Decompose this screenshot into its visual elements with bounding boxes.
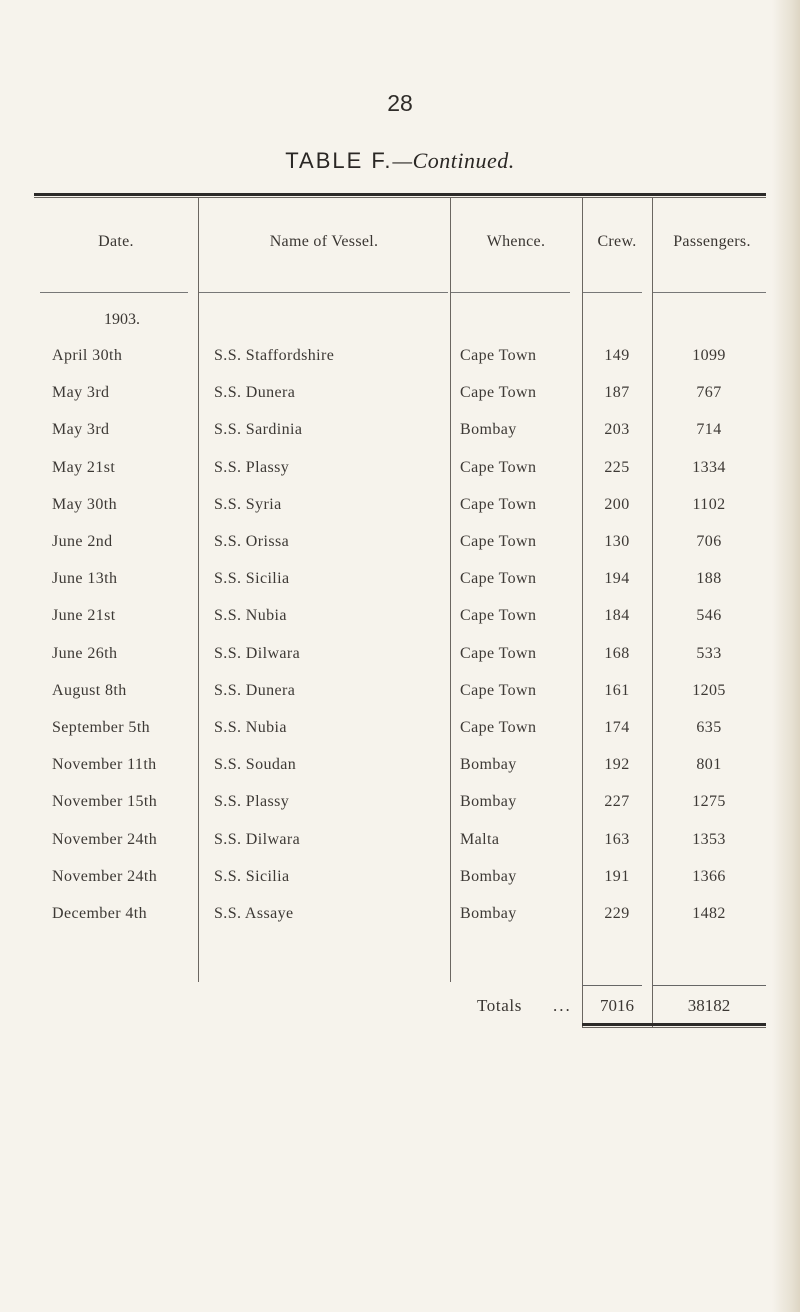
cell-crew: 200 — [604, 496, 630, 513]
cell-passengers: 1099 — [692, 347, 726, 364]
cell-crew: 163 — [604, 831, 630, 848]
cell-date: August 8th — [52, 682, 127, 699]
column-divider-date — [198, 197, 199, 982]
cell-whence: Cape Town — [460, 347, 537, 364]
cell-passengers: 1334 — [692, 459, 726, 476]
cell-crew: 194 — [604, 570, 630, 587]
cell-crew: 161 — [604, 682, 630, 699]
cell-passengers: 1353 — [692, 831, 726, 848]
cell-crew: 192 — [604, 756, 630, 773]
cell-crew: 184 — [604, 607, 630, 624]
cell-whence: Bombay — [460, 905, 517, 922]
year-label: 1903. — [104, 311, 140, 328]
table-bottom-rule-thin — [582, 1027, 766, 1028]
cell-vessel: S.S. Orissa — [214, 533, 290, 550]
cell-crew: 225 — [604, 459, 630, 476]
cell-vessel: S.S. Staffordshire — [214, 347, 335, 364]
cell-whence: Bombay — [460, 756, 517, 773]
cell-date: May 30th — [52, 496, 117, 513]
cell-passengers: 801 — [696, 756, 722, 773]
cell-crew: 187 — [604, 384, 630, 401]
cell-vessel: S.S. Sicilia — [214, 570, 290, 587]
cell-crew: 168 — [604, 645, 630, 662]
cell-date: April 30th — [52, 347, 123, 364]
cell-vessel: S.S. Dilwara — [214, 831, 301, 848]
cell-crew: 174 — [604, 719, 630, 736]
cell-vessel: S.S. Nubia — [214, 607, 287, 624]
cell-date: December 4th — [52, 905, 147, 922]
cell-crew: 149 — [604, 347, 630, 364]
cell-passengers: 188 — [696, 570, 722, 587]
cell-passengers: 546 — [696, 607, 722, 624]
cell-vessel: S.S. Dilwara — [214, 645, 301, 662]
cell-whence: Cape Town — [460, 570, 537, 587]
cell-passengers: 1482 — [692, 905, 726, 922]
cell-crew: 229 — [604, 905, 630, 922]
cell-date: June 21st — [52, 607, 116, 624]
cell-date: June 2nd — [52, 533, 113, 550]
header-passengers: Passengers. — [673, 233, 751, 250]
cell-date: November 15th — [52, 793, 158, 810]
cell-crew: 130 — [604, 533, 630, 550]
cell-passengers: 1205 — [692, 682, 726, 699]
totals-crew: 7016 — [600, 996, 634, 1015]
cell-whence: Bombay — [460, 868, 517, 885]
table-title-continuation: —Continued. — [392, 148, 515, 173]
page-edge-shadow — [772, 0, 800, 1312]
header-crew: Crew. — [597, 233, 637, 250]
totals-rule-crew — [582, 985, 642, 986]
cell-date: November 24th — [52, 868, 158, 885]
cell-passengers: 1275 — [692, 793, 726, 810]
cell-vessel: S.S. Dunera — [214, 384, 296, 401]
cell-date: May 21st — [52, 459, 116, 476]
header-vessel: Name of Vessel. — [269, 233, 379, 250]
cell-whence: Cape Town — [460, 496, 537, 513]
cell-passengers: 533 — [696, 645, 722, 662]
cell-crew: 203 — [604, 421, 630, 438]
cell-whence: Cape Town — [460, 459, 537, 476]
cell-passengers: 706 — [696, 533, 722, 550]
cell-vessel: S.S. Syria — [214, 496, 282, 513]
cell-passengers: 767 — [696, 384, 722, 401]
cell-whence: Cape Town — [460, 384, 537, 401]
cell-vessel: S.S. Soudan — [214, 756, 297, 773]
totals-rule-passengers — [652, 985, 766, 986]
cell-date: May 3rd — [52, 384, 110, 401]
cell-date: November 24th — [52, 831, 158, 848]
cell-whence: Cape Town — [460, 533, 537, 550]
header-rule-date — [40, 292, 188, 293]
cell-vessel: S.S. Plassy — [214, 793, 290, 810]
cell-crew: 227 — [604, 793, 630, 810]
cell-whence: Cape Town — [460, 645, 537, 662]
cell-whence: Cape Town — [460, 719, 537, 736]
cell-whence: Bombay — [460, 421, 517, 438]
cell-vessel: S.S. Sardinia — [214, 421, 303, 438]
cell-vessel: S.S. Sicilia — [214, 868, 290, 885]
table-bottom-rule — [582, 1023, 766, 1026]
header-whence: Whence. — [486, 233, 546, 250]
table-title-label: TABLE F. — [285, 148, 393, 173]
cell-passengers: 635 — [696, 719, 722, 736]
totals-leader-dots: ... — [553, 996, 572, 1015]
header-rule-vessel — [198, 292, 448, 293]
header-rule-whence — [450, 292, 570, 293]
cell-whence: Cape Town — [460, 682, 537, 699]
totals-label: Totals — [477, 996, 522, 1015]
cell-vessel: S.S. Nubia — [214, 719, 287, 736]
cell-date: May 3rd — [52, 421, 110, 438]
totals-passengers: 38182 — [687, 996, 731, 1015]
cell-passengers: 1366 — [692, 868, 726, 885]
cell-date: November 11th — [52, 756, 157, 773]
table-title — [0, 148, 800, 174]
cell-passengers: 714 — [696, 421, 722, 438]
table-top-rule — [34, 193, 766, 196]
page-number: 28 — [387, 90, 413, 116]
cell-passengers: 1102 — [692, 496, 726, 513]
cell-crew: 191 — [604, 868, 630, 885]
cell-date: September 5th — [52, 719, 151, 736]
header-date: Date. — [98, 233, 134, 250]
cell-whence: Bombay — [460, 793, 517, 810]
cell-whence: Malta — [460, 831, 500, 848]
cell-whence: Cape Town — [460, 607, 537, 624]
table-top-rule-thin — [34, 197, 766, 198]
cell-vessel: S.S. Dunera — [214, 682, 296, 699]
header-rule-crew — [582, 292, 642, 293]
cell-vessel: S.S. Assaye — [214, 905, 294, 922]
header-rule-passengers — [652, 292, 766, 293]
column-divider-vessel — [450, 197, 451, 982]
cell-date: June 13th — [52, 570, 118, 587]
cell-date: June 26th — [52, 645, 118, 662]
cell-vessel: S.S. Plassy — [214, 459, 290, 476]
